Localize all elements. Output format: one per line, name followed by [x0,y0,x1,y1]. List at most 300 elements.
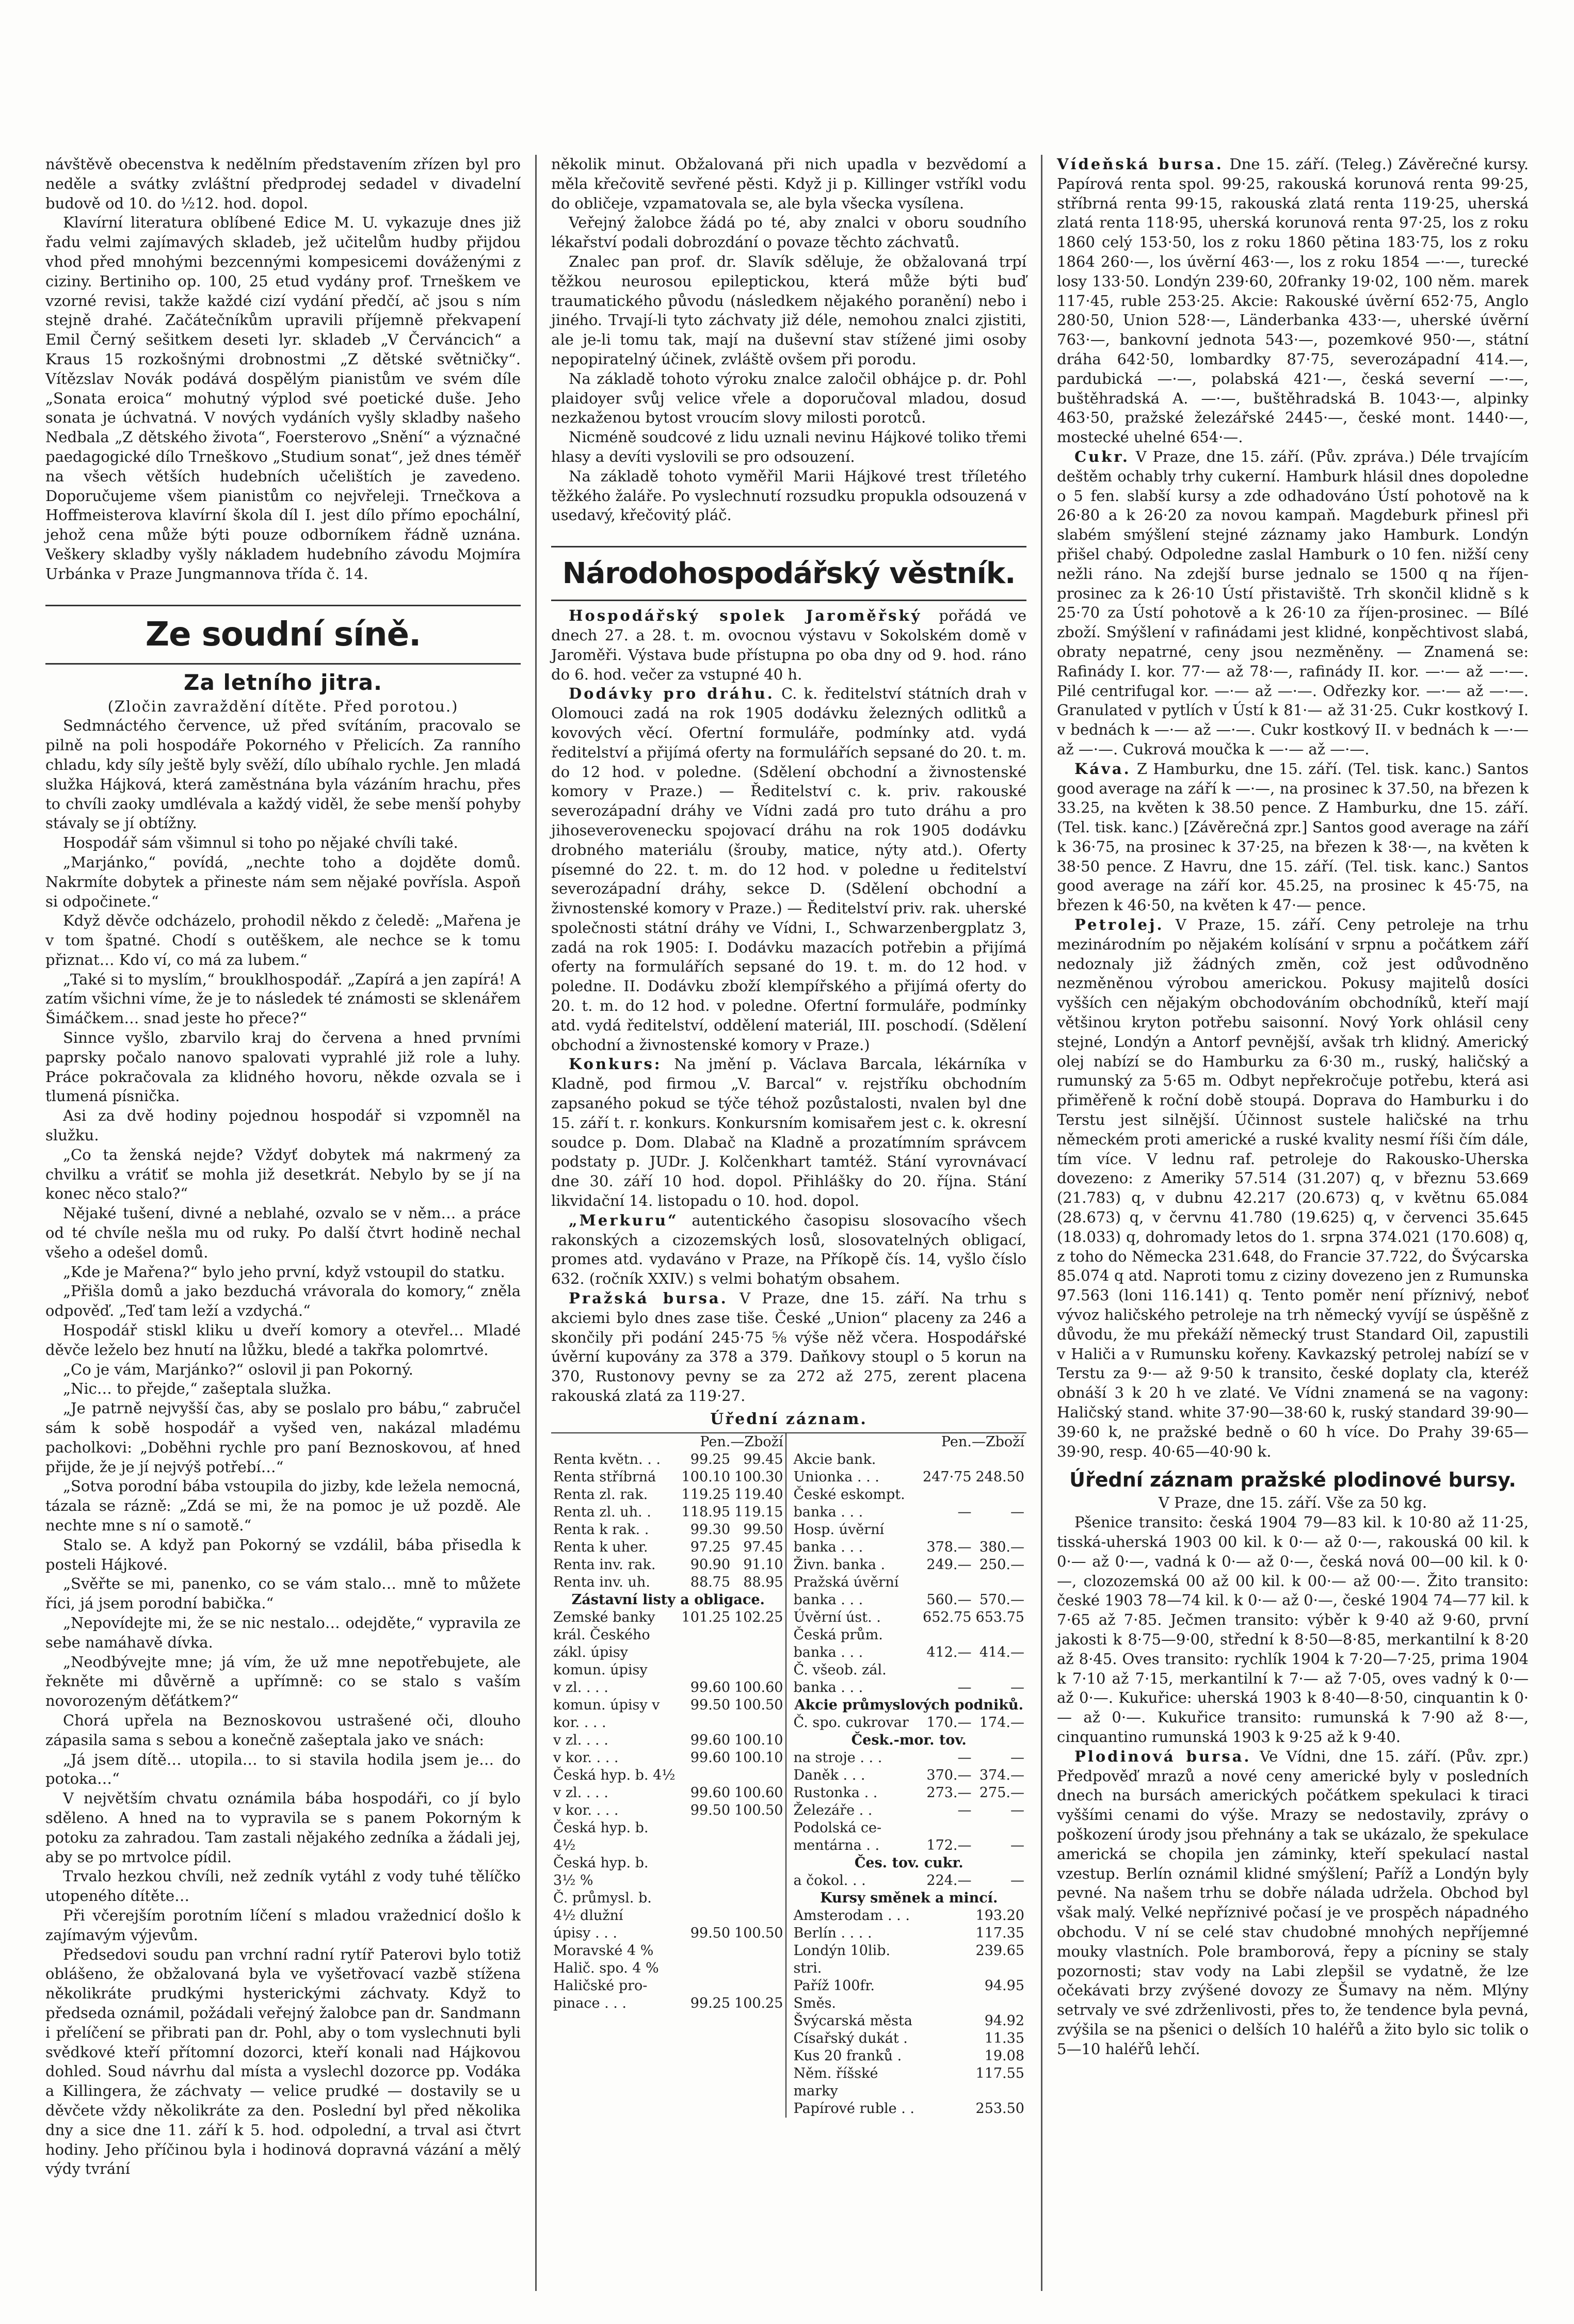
table-cell-label: v kor. . . . [553,1749,619,1766]
table-row [551,1854,785,1872]
table-cell-value [921,1451,973,1468]
table-row [792,1556,1027,1574]
item-subheading: V Praze, dne 15. září. Vše za 50 kg. [1158,1494,1427,1512]
article-paragraph: „Nic… to přejde,“ zašeptala služka. [63,1380,332,1398]
table-cell-label: Renta květn. . . [553,1451,661,1467]
table-cell-label: Něm. říšské marky [793,2065,878,2099]
article-subtitle: (Zločin zavraždění dítěte. Před porotou.) [107,697,459,715]
table-cell-label: Renta k uher. [553,1539,648,1555]
table-cell-label: komun. úpisy v kor. . . . [553,1697,660,1731]
table-cell-label: Rustonka . . [793,1784,878,1801]
table-row [792,1732,1027,1749]
table-cell-label: Renta zl. rak. [553,1486,648,1503]
item-text: Ve Vídni, dne 15. září. (Pův. zpr.) Předpověď mrazů a nové ceny americké byly v posledních dnech na bursách amerických počátkem spekulaci k tiraci vyššími cenami do výše. Mrazy se nedostavily, zprávy o poškození úrody jsou přehnány a tak se ukázalo, že spekulace americká se chopila jen záminky, kteří spekulací nastal vzestup. Berlín oznámil klidné smýšlení; Paříž a Londýn byly pevné. Na našem trhu se dobře nálada udržela. Obchod byl však malý. Velké nepříznivé počasí je ve prospěch nápadného obchodu. V ní se celé stav chudobné mnohých nepříjemné mouky vlastních. Pole bramborová, řepy a pícniny se staly pozornosti; stav vody na Labi zlepšil se vydatně, že lze očekávati brzy zvýšené dovozy ze Šumavy na něm. Mlýny setrvaly ve své zdrženlivosti, přes to, že tendence byla pevná, zvýšila se na pšenici o delších 10 haléřů a žito bylo sic tolik o 5—10 haléřů lehčí. [1057,1747,1529,2058]
table-cell-value [680,1872,732,1890]
table-cell-label: Akcie průmyslových podniků. [794,1697,1024,1713]
table-cell-value: 414.— [979,1644,1024,1660]
table-row [551,1609,785,1661]
table-cell-label: a čokol. . . [793,1872,866,1889]
table-cell-value: 412.— [926,1644,972,1660]
table-row [792,1661,1027,1679]
table-cell-label: Č. spo. cukrovar [793,1714,909,1731]
table-row [551,1749,785,1767]
table-row [551,1697,785,1732]
table-cell-value: 247·75 [923,1468,972,1485]
table-cell-value [680,1977,732,1995]
table-row [792,2030,1027,2047]
table-cell-label: Hosp. úvěrní [793,1521,885,1538]
table-cell-value: 101.25 [681,1609,731,1625]
table-cell-label: Podolská ce- [793,1819,882,1836]
table-row [551,1872,785,1890]
price-table-left [551,1433,786,2118]
item-text: pořádá ve dnech 27. a 28. t. m. ovocnou výstavu v Sokolském domě v Jaroměři. Výstava bude přístupna po oba dny od 9. hod. ráno do 6. hod. večer za vstupné 40 h. [551,607,1027,683]
item-title: Petrolej. [1074,916,1164,934]
table-cell-value: 97.25 [690,1539,731,1555]
table-row [792,1609,1027,1626]
table-row [551,1679,785,1697]
table-row [551,1890,785,1907]
table-row [551,1504,785,1521]
table-row [551,1521,785,1539]
table-cell-value [732,1977,785,1995]
table-cell-value [732,1767,785,1784]
table-cell-label: banka . . . [793,1679,863,1696]
item-text: Pšenice transito: česká 1904 79—83 kil. k 10·80 až 11·25, tisská-uherská 1903 00 kil. k 0·— až 0·—, rakouská 00 kil. k 0·— až 0·—, vadná k 0·— až 0·—, česká nová 00—00 kil. k 0·—, clozozemská 00 až 00 kil. k 00·— až 00·—. Žito transito: české 1903 78—74 kil. k 0·— až 0·—, české 1904 74—77 kil. k 7·65 až 7·85. Ječmen transito: výběr k 9·40 až 9·60, první jakosti k 8·75—9·00, střední k 8·50—8·85, merkantilní k 8·20 až 8·45. Oves transito: rychlík 1904 k 7·20—7·25, prima 1904 k 7·10 až 7·15, merkantilní k 7·— až 7·05, oves vadný k 0·— až 0·—. Kukuřice: uherská 1903 k 8·40—8·50, cinquantin k 0·— až 0·—. Kukuřice transito: rumunská k 7·90 až 8·—, cinquantino rumunská 1903 k 9·25 až k 9·40. [1057,1513,1529,1746]
table-cell-label: Česká hyp. b. [553,1819,649,1836]
table-cell-value: 88.95 [743,1574,783,1590]
table-cell-value: 119.25 [681,1486,731,1503]
item-title: Hospodářský spolek Jaroměřský [569,607,922,625]
article-paragraph: Když děvče odcházelo, prohodil někdo z čeledě: „Mařena je v tom špatné. Chodí s outěškem, ale nechce se k tomu přiznat… Kdo ví, co má za lubem.“ [45,912,521,969]
table-cell-label: Akcie bank. [793,1451,876,1467]
table-cell-value: 99.50 [690,1697,731,1713]
table-cell-label: Haličské pro- [553,1977,648,1994]
article-paragraph: „Svěřte se mi, panenko, co se vám stalo… mně to můžete říci, já jsem porodní babička.“ [45,1575,521,1612]
article-paragraph: Sedmnáctého července, už před svítáním, pracovalo se pilně na poli hospodáře Pokorného v Přelicích. Za ranního chladu, kdy síly ještě byly svěží, dílo ubíhalo rychle. Jen mladá služka Hájková, která zaměstnána byla vázáním hrachu, přes to chvíli zaoky umdlévala a každý viděl, že sebe menší pohyby stávaly se jí obtížny. [45,717,521,832]
table-cell-value: 100.50 [734,1925,783,1941]
table-row [792,1784,1027,1802]
table-cell-value: 224.— [926,1872,972,1889]
table-cell-label: Zemské banky král. Českého zákl. úpisy [553,1609,655,1660]
table-cell-value: 11.35 [984,2030,1024,2046]
table-cell-value [921,1925,973,1942]
table-cell-value: 100.50 [734,1802,783,1818]
table-cell-value: 117.35 [975,1925,1024,1941]
table-cell-value: 273.— [926,1784,972,1801]
table-row [551,1468,785,1486]
table-cell-label: Živn. banka . [793,1556,886,1573]
table-cell-label: Č. všeob. zál. [793,1661,887,1678]
table-row [551,1942,785,1960]
table-cell-value: — [957,1802,972,1818]
table-row [792,1837,1027,1854]
table-row [792,1854,1027,1872]
table-cell-label: mentárna . . [793,1837,880,1853]
table-cell-value [921,1574,973,1591]
table-cell-label: banka . . . [793,1504,863,1520]
table-cell-value: 653.75 [975,1609,1024,1625]
table-row [551,1977,785,1995]
table-cell-value [680,1942,732,1960]
table-cell-label: Londýn 10lib. stri. [793,1942,891,1976]
table-cell-value: 100.30 [734,1468,783,1485]
table-cell-value: — [1010,1749,1024,1766]
table-cell-value [732,1661,785,1679]
table-cell-label: Č. průmysl. b. [553,1890,652,1906]
table-cell-value: 119.15 [734,1504,783,1520]
item-text: V Praze, 15. září. Ceny petroleje na trhu mezinárodním po nějakém kolísání v srpnu a počátkem září nedoznaly již žádných změn, což jest odůvodněno nezměněnou výrobou americkou. Pokusy majitelů dosíci vyšších cen nějakým obchodováním obchodníků, kteří mají většinou kryton potřebu saisonní. Nový York ohlásil ceny stejné, Londýn a Antorf pevnější, avšak trh klidný. Americký olej nabízí se do Hamburku za 6·30 m., ruský, haličský a rumunský za 5·65 m. Odbyt nepřekročuje potřebu, která asi přiměřeně k roční době stoupá. Doprava do Hamburku i do Terstu jest silnější. Účinnost sustele haličské na trhu německém proti americké a ruské kvality nesmí říši čím dále, tím více. V lednu raf. petroleje do Rakousko-Uherska dovezeno: z Ameriky 57.514 (31.207) q, v březnu 53.669 (21.783) q, v dubnu 42.217 (20.673) q, v květnu 65.084 (28.673) q, v červnu 41.780 (19.625) q, v červenci 35.645 (18.033) q, dohromady letos do 1. srpna 374.021 (170.608) q, z toho do Německa 231.648, do Francie 37.722, do Švýcarska 85.074 q atd. Naproti tomu z ciziny dovezeno jen z Rumunska 97.563 (loni 116.141) q. Tento poměr není příznivý, neboť vývoz haličského petroleje na trh německý vyvíjí se úspěšně z důvodu, že mu překáží německý trust Standard Oil, zapustili v Haliči a v Rumunsku kořeny. Kavkazský petrolej nabízí se v Terstu za 9·— až 9·50 k transito, české doplaty cla, kteréž obnáší 3 k 20 h ve zlaté. Ve Vídni znamená se na vagony: Haličský stand. white 37·90—38·60 k, ruský standard 39·90—39·60 k, ne pražské bedně o 60 h více. Do Prahy 39·65—39·90, resp. 40·65—40·90 k. [1057,916,1529,1460]
article-paragraph: „Přišla domů a jako bezduchá vrávorala do komory,“ zněla odpověď. „Teď tam leží a vzdychá.“ [45,1282,521,1320]
table-cell-value: — [957,1749,972,1766]
table-cell-value [974,1626,1026,1644]
table-cell-label: úpisy . . . [553,1925,617,1941]
article-paragraph: Při včerejším porotním líčení s mladou vražednicí došlo k zajímavým výjevům. [45,1906,521,1944]
table-cell-value: 118.95 [681,1504,731,1520]
item-text: C. k. ředitelství státních drah v Olomouci zadá na rok 1905 dodávku železných odlitků a kovových věcí. Ofertní formuláře, podmínky atd. vydá ředitelství a přijímá oferty na formulářích sepsané do 20. t. m. do 12 hod. v poledne. (Sdělení obchodní a živnostenské komory v Praze.) — Ředitelství c. k. priv. rakouské severozápadní dráhy ve Vídni zadá pro tuto dráhu a pro jihoseverovenecku spojovací dráhu na rok 1905 dodávku drobného materiálu (šrouby, matice, nýty atd.). Oferty písemné do 22. t. m. do 12 hod. v poledne u ředitelství severozápadní dráhy, sekce D. (Sdělení obchodní a živnostenské komory v Praze.) — Ředitelství priv. rak. uherské společnosti státní dráhy ve Vídni, I., Schwarzenbergplatz 3, zadá na rok 1905: I. Dodávku mazacích potřebin a přijímá oferty na formulářích sepsané do 19. t. m. do 12 hod. v poledne. II. Dodávku zboží klempířského a přijímá oferty do 20. t. m. do 12 hod. v poledne. Ofertní formuláře, podmínky atd. vydá ředitelství, oddělení materiál, III. poschodí. (Sdělení obchodní a živnostenské komory v Praze.) [551,685,1026,1054]
item-text: V Praze, dne 15. září. Na trhu s akciemi bylo dnes zase tiše. České „Union“ placeny za 246 a skončily při podání 245·75 ⅝ výše něž včera. Hospodářské úvěrní kupovány za 378 a 379. Daňkovy stoupl o 5 korun na 370, Rustonovy pevny se za 272 až 275, zerent placena rakouská zlatá za 119·27. [551,1289,1026,1405]
table-row [551,1574,785,1591]
table-cell-label: pinace . . . [553,1995,627,2011]
table-cell-value: 174.— [979,1714,1024,1731]
table-cell-label: Papírové ruble . . [793,2100,914,2117]
table-cell-label: 4½ [553,1837,576,1853]
table-cell-label: Česká hyp. b. [553,1854,649,1871]
table-cell-label: Renta zl. uh. . [553,1504,651,1520]
table-row [792,1907,1027,1925]
article-paragraph: Nicméně soudcové z lidu uznali nevinu Hájkové toliko třemi hlasy a devíti vyslovili se pro odsouzení. [551,428,1026,465]
article-paragraph: Veřejný žalobce žádá po té, aby znalci v oboru soudního lékařství podali dobrozdání o povaze těchto záchvatů. [551,214,1026,251]
table-cell-value [680,1907,732,1925]
table-cell-value: 100.10 [734,1749,783,1766]
table-cell-label: banka . . . [793,1591,863,1608]
table-cell-value: 90.90 [690,1556,731,1573]
table-row [792,1977,1027,2012]
article-paragraph: Znalec pan prof. dr. Slavík sděluje, že obžalovaná trpí těžkou neurosou epileptickou, která může býti buď traumatického původu (následkem nějakého poranění) nebo i jiného. Trvají-li tyto záchvaty již déle, nemohou znalci zjistiti, ale je-li tomu tak, mají na duševní stav stížené jimi osoby nepopiratelný účinek, zvláště ovšem při porodu. [551,252,1026,368]
table-row [792,1486,1027,1504]
table-cell-label: Úvěrní úst. . [793,1609,881,1625]
table-row [792,1749,1027,1767]
table-cell-value: 97.45 [743,1539,783,1555]
table-cell-label: Pražská úvěrní [793,1574,899,1590]
table-cell-label: Švýcarská města [793,2012,912,2029]
article-paragraph: „Je patrně nejvyšší čas, aby se poslalo pro bábu,“ zabručel sám k sobě hospodář a vyšed ven, nakázal mladému pacholkovi: „Doběhni rychle pro paní Beznoskovou, ať hned přijde, že je jí nejvýš potřebí…“ [45,1399,521,1476]
table-header-row: Pen.—Zboží [941,1433,1024,1450]
table-row [792,1714,1027,1732]
table-cell-value: 99.50 [690,1925,731,1941]
article-title: Za letního jitra. [184,669,382,695]
table-row [551,1819,785,1837]
table-cell-value [921,1521,973,1539]
table-cell-value: 99.50 [743,1521,783,1538]
table-row [792,1451,1027,1468]
table-cell-label: Daněk . . . [793,1767,865,1783]
table-cell-value: 570.— [979,1591,1024,1608]
table-cell-value [732,1819,785,1837]
table-cell-value: 100.60 [734,1784,783,1801]
table-cell-label: Renta k rak. . [553,1521,649,1538]
table-row [551,1925,785,1942]
table-cell-value: 99.25 [690,1995,731,2011]
table-row [792,1925,1027,1942]
table-cell-value: 99.60 [690,1784,731,1801]
table-cell-value: 239.65 [975,1942,1024,1959]
price-table-right [792,1433,1027,2118]
table-row [551,1837,785,1854]
article-paragraph: „Neodbývejte mne; já vím, že už mne nepotřebujete, ale řekněte mi důvěrně a upřímně: co se stalo s vaším novorozeným děťátkem?“ [45,1653,521,1710]
table-cell-value: 117.55 [975,2065,1024,2081]
table-cell-value: 91.10 [743,1556,783,1573]
table-cell-value [974,1521,1026,1539]
table-cell-label: komun. úpisy [553,1661,648,1678]
paragraph-piano-literature: Klavírní literatura oblíbené Edice M. U. vykazuje dnes již řadu velmi zajímavých skladeb, jež učitelům hudby přijdou vhod před mnohými bezcennými kompesicemi dováženými z ciziny. Bertiniho op. 100, 25 etud vydány prof. Trneškem ve vzorné revisi, takže každé cizí vydání předčí, ač jsou s ním stejně drahé. Začátečníkům upravili příjemně překvapení Emil Černý sešitkem deseti lyr. skladeb „V Červáncich“ a Kraus 15 rozkošnými drobnostmi „Z dětské světničky“. Vítězslav Novák podává dospělým pianistům ve svém díle „Sonata eroica“ mohutný výplod své poetické duše. Jeho sonata je úchvatná. V nových vydáních vyšly skladby našeho Nedbala „Z dětského života“, Foersterovo „Snění“ a význačné paedagogické dílo Trneškovo „Studium sonat“, jež dnes téměř na všech větších hudebních učelištích je zavedeno. Doporučujeme všem pianistům co nejvřeleji. Trnečkova a Hoffmeisterova klavírní škola díl I. jest dílo přímo epochální, jehož cena může býti pouze odborníkem řádně uznána. Veškery skladby vyšly nákladem hudebního závodu Mojmíra Urbánka v Praze Jungmannova třída č. 14. [45,214,521,583]
article-paragraph: „Nepovídejte mi, že se nic nestalo… odejděte,“ vypravila ze sebe namáhavě dívka. [45,1613,521,1651]
table-cell-value: 99.50 [690,1802,731,1818]
table-cell-value: 99.45 [743,1451,783,1467]
table-cell-value [732,1854,785,1872]
table-cell-value: 99.60 [690,1679,731,1696]
section-heading-court: Ze soudní síně. [45,605,521,665]
table-cell-value [921,2012,973,2030]
article-paragraph: Stalo se. A když pan Pokorný se vzdálil, bába přisedla k posteli Hájkové. [45,1536,521,1573]
table-row [792,2012,1027,2030]
price-table-title: Úřední záznam. [710,1410,868,1428]
article-paragraph: „Také si to myslím,“ brouklhospodář. „Zapírá a jen zapírá! A zatím všichni víme, že je to následek té známosti se sklenářem Šimáčkem… snad jeste ho přece?“ [45,970,521,1027]
price-table [551,1432,1026,2118]
table-cell-value [974,1819,1026,1837]
table-cell-value: — [957,1679,972,1696]
table-cell-label: Unionka . . . [793,1468,879,1485]
table-row [551,1591,785,1609]
table-cell-label: banka . . . [793,1644,863,1660]
table-cell-value [732,1942,785,1960]
table-row [551,1556,785,1574]
article-paragraph: Chorá upřela na Beznoskovou ustrašené oči, dlouho zápasila sama s sebou a konečně zašeptala jako ve snách: [45,1711,521,1749]
table-row [551,1732,785,1749]
table-cell-value [921,1977,973,2012]
table-cell-value: — [957,1504,972,1520]
table-cell-value [921,1942,973,1977]
table-cell-value [732,1960,785,1977]
table-cell-label: Čes. tov. cukr. [854,1854,963,1871]
table-cell-label: Zástavní listy a obligace. [571,1591,765,1608]
table-cell-label: banka . . . [793,1539,863,1555]
table-row [792,1468,1027,1486]
table-cell-value: 99.30 [690,1521,731,1538]
item-text: Z Hamburku, dne 15. září. (Tel. tisk. kanc.) Santos good average na září k —·—, na prosinec k 37.50, na březen k 33.25, na květen k 38.50 pence. Z Hamburku, dne 15. září. (Tel. tisk. kanc.) [Závěrečná zpr.] Santos good average na září k 36·75, na prosinec k 37·25, na březen k 38·—, na květen k 38·50 pence. Z Havru, dne 15. září. (Tel. tisk. kanc.) Santos good average na září kor. 45.25, na prosinec k 45·75, na březen k 46·50, na květen k 47·— pence. [1057,760,1529,914]
table-cell-value [921,1661,973,1679]
article-paragraph: Na základě tohoto výroku znalce zaločil obhájce p. dr. Pohl plaidoyer svůj velice vřele a doporučoval mladou, dosud nezkaženou bytost vroucím slovy milosti porotců. [551,369,1026,427]
table-cell-value [732,1837,785,1854]
table-cell-value: 172.— [926,1837,972,1853]
table-row [551,1486,785,1504]
table-cell-value [680,1837,732,1854]
table-cell-value [680,1661,732,1679]
table-cell-value: 250.— [979,1556,1024,1573]
article-paragraph: několik minut. Obžalovaná při nich upadla v bezvědomí a měla křečovitě sevřené pěsti. Když ji p. Killinger vstříkl vodu do obličeje, vzpamatovala se, ale byla všecka vysílena. [551,155,1026,212]
table-row [792,1872,1027,1890]
item-title: Káva. [1074,760,1131,778]
table-row [551,1451,785,1468]
section-heading-economy: Národohospodářský věstník. [551,546,1026,601]
table-cell-value: 100.10 [734,1732,783,1748]
table-row [551,1907,785,1925]
table-cell-label: Česká hyp. b. 4½ [553,1767,676,1783]
table-cell-label: Kus 20 franků . [793,2047,902,2064]
table-cell-value [921,2047,973,2065]
item-title: Konkurs: [569,1055,662,1073]
table-cell-value [680,1890,732,1907]
table-cell-value [921,1486,973,1504]
table-cell-value: 99.60 [690,1749,731,1766]
table-cell-value: 99.25 [690,1451,731,1467]
table-cell-value: — [1010,1837,1024,1853]
table-row [551,1995,785,2012]
table-cell-label: Renta inv. rak. [553,1556,656,1573]
table-cell-value: 560.— [926,1591,972,1608]
table-cell-value: 370.— [926,1767,972,1783]
column-middle [537,155,1042,2291]
table-header-row: Pen.—Zboží [700,1433,783,1450]
table-row [551,1960,785,1977]
table-cell-label: Česká prům. [793,1626,883,1643]
table-cell-value [680,1767,732,1784]
table-cell-value: 193.20 [975,1907,1024,1924]
table-cell-label: Železáře . . [793,1802,873,1818]
article-paragraph: „Marjánko,“ povídá, „nechte toho a dojděte domů. Nakrmíte dobytek a přineste nám sem nějaké povřísla. Aspoň si odpočinete.“ [45,853,521,910]
table-cell-label: na stroje . . . [793,1749,882,1766]
article-paragraph: Na základě tohoto vyměřil Marii Hájkové trest tříletého těžkého žaláře. Po vyslechnutí rozsudku propukla odsouzená v usedavý, křečovitý pláč. [551,467,1026,524]
table-cell-value [680,1854,732,1872]
table-cell-value [680,1960,732,1977]
article-paragraph: „Kde je Mařena?“ bylo jeho první, když vstoupil do statku. [63,1263,505,1281]
table-cell-value: 249.— [926,1556,972,1573]
table-row [551,1661,785,1679]
table-cell-value [921,1819,973,1837]
table-row [792,2100,1027,2118]
table-row [792,1819,1027,1837]
column-right [1042,155,1543,2291]
table-cell-value: 248.50 [975,1468,1024,1485]
article-paragraph: Asi za dvě hodiny pojednou hospodář si vzpomněl na služku. [45,1107,521,1144]
table-cell-value: 380.— [979,1539,1024,1555]
table-cell-label: Berlín . . . . [793,1925,872,1941]
table-cell-value: 119.40 [734,1486,783,1503]
table-cell-value [921,2030,973,2047]
article-paragraph: Hospodář sám všimnul si toho po nějaké chvíli také. [63,834,458,852]
table-cell-value: — [1010,1504,1024,1520]
table-row [792,1679,1027,1697]
table-cell-value [974,1574,1026,1591]
table-cell-value: 94.92 [984,2012,1024,2029]
table-row [792,2065,1027,2100]
table-cell-label: Paříž 100fr. Směs. [793,1977,875,2011]
table-cell-value: 100.50 [734,1697,783,1713]
table-cell-value [921,1907,973,1925]
table-cell-value: 100.25 [734,1995,783,2011]
article-paragraph: „Já jsem dítě… utopila… to si stavila hodila jsem je… do potoka…“ [45,1750,521,1788]
item-title: Dodávky pro dráhu. [569,685,775,703]
table-row [551,1767,785,1784]
item-title: Plodinová bursa. [1074,1747,1251,1765]
table-cell-value: 100.60 [734,1679,783,1696]
item-title: Pražská bursa. [569,1289,728,1308]
table-cell-label: Renta inv. uh. [553,1574,650,1590]
article-paragraph: „Sotva porodní bába vstoupila do jizby, kde ležela nemocná, tázala se rázně: „Zdá se mi, že na pomoc je už pozdě. Ale nechte mne s ní o samotě.“ [45,1477,521,1534]
table-cell-value [680,1819,732,1837]
table-cell-label: 4½ dlužní [553,1907,623,1924]
table-row [792,1591,1027,1609]
table-cell-value: 170.— [926,1714,972,1731]
table-cell-value [974,1661,1026,1679]
table-cell-value [974,1451,1026,1468]
table-cell-value: 94.95 [984,1977,1024,1994]
article-paragraph: „Co ta ženská nejde? Vždyť dobytek má nakrmený za chvilku a vrátiť se mohla již desetkrát. Nebylo by se jí na konec něco stalo?“ [45,1145,521,1203]
table-row [551,1784,785,1802]
table-cell-label: České eskompt. [793,1486,905,1503]
table-row [792,1942,1027,1977]
table-row [792,1539,1027,1556]
table-cell-value [974,1486,1026,1504]
table-row [792,1802,1027,1819]
article-paragraph: Hospodář stiskl kliku u dveří komory a otevřel… Mladé děvče leželo bez hnutí na lůžku, bledé a takřka polomrtvé. [45,1321,521,1359]
table-cell-value: 275.— [979,1784,1024,1801]
item-text: Na jmění p. Václava Barcala, lékárníka v Kladně, pod firmou „V. Barcal“ v. rejstříku obchodním zapsaného pokud se týče téhož pozůstalosti, nvalen byl dne 15. září t. r. konkurs. Konkursním komisařem jest c. k. okresní soudce p. Dom. Dlabač na Kladně a prozatímním správcem podstaty p. JUDr. J. Kolčenkhart tamtéž. Stání vyrovnávací dne 30. září 10 hod. dopol. Přihlášky do 20. října. Stání likvidační 14. listopadu o 10. hod. dopol. [551,1055,1026,1210]
table-row [792,1767,1027,1784]
table-cell-label: v zl. . . . [553,1732,608,1748]
table-cell-value [732,1907,785,1925]
table-cell-label: Renta stříbrná [553,1468,656,1485]
item-heading: Úřední záznam pražské plodinové bursy. [1069,1468,1516,1492]
article-paragraph: „Co je vám, Marjánko?“ oslovil ji pan Pokorný. [63,1360,413,1378]
table-cell-label: v zl. . . . [553,1679,608,1696]
table-cell-value: 88.75 [690,1574,731,1590]
table-row [551,1802,785,1819]
article-paragraph: V největším chvatu oznámila bába hospodáři, co jí bylo sděleno. A hned na to vypravila se s panem Pokorným k potoku za zahradou. Tam zastali nějakého zedníka a žádali jej, aby se po mrtvolce pídil. [45,1789,521,1866]
item-title: „Merkuru“ [569,1211,679,1229]
table-cell-value [732,1890,785,1907]
table-row [551,1539,785,1556]
table-cell-label: Kursy směnek a mincí. [820,1890,998,1906]
table-cell-value: 652.75 [923,1609,972,1625]
table-cell-label: Císařský dukát . [793,2030,908,2046]
table-cell-value [921,2065,973,2100]
table-cell-label: Moravské 4 % [553,1942,654,1959]
article-body [45,716,521,2179]
table-cell-value: 253.50 [975,2100,1024,2117]
article-paragraph: Předsedovi soudu pan vrchní radní rytíř Paterovi bylo totiž oblášeno, že obžalovaná byla ve vyšetřovací vazbě stížena několikráte prudkými hysterickými záchvaty. Když to předseda oznámil, požádali veřejný žalobce pan dr. Sandmann i přelíčení se přibrati pan dr. Pohl, aby o tom vyslechnuti byli svědkové kteří přítomní dozorci, kteří konali nad Hájkovou dohled. Soud návrhu dal místa a vyslechl dozorce pp. Vodáka a Killingera, že záchvaty — velice prudké — dostavily se u děvčete vždy několikráte za den. Poslední byl před několika dny a sice dne 11. září k 5. hod. odpolední, a trval asi čtvrt hodiny. Jeho příčinou byla i hodinová dopravná vázání a mělý výdy tvrání [45,1945,521,2178]
table-cell-value [921,2100,973,2118]
article-paragraph: Sinnce vyšlo, zbarvilo kraj do červena a hned prvními paprsky počalo nanovo spalovati vyprahlé již role a luhy. Práce pokračovala za klidného hovoru, někde ozvala se i tlumená písnička. [45,1029,521,1105]
table-cell-label: v zl. . . . [553,1784,608,1801]
item-text: V Praze, dne 15. září. (Pův. zpráva.) Déle trvajícím deštěm ochably trhy cukerní. Hamburk hlásil dnes dopoledne o 5 fen. slabší kursy a zde odhadováno Ústí pohotově na k 26·80 a k 26·20 za novou kampaň. Magdeburk přinesl při slabém smýšlení stejné záznamy jako Hamburk. Londýn přišel chabý. Odpoledne zaslal Hamburk o 10 fen. nižší ceny nežli ráno. Na zdejší burse jednalo se 1500 q na říjen-prosinec za k 26·10 Ústí přistaviště. Trh skončil klidně s k 25·70 za Ústí pohotově a k 26·10 za říjen-prosinec. — Bílé zboží. Smýšlení v rafinádami jest klidné, konpěchtivost slabá, obraty nepatrné, ceny jsou nezměněny. — Znamená se: Rafinády I. kor. 77·— až 78·—, rafinády II. kor. —·— až —·—. Pilé centrifugal kor. —·— až —·—. Odřezky kor. —·— až —·—. Granulated v pytlích v Ústí k 81·— až 31·25. Cukr kostkový I. v bednách k —·— až —·—. Cukr kostkový II. v bednách k —·— až —·—. Cukrová moučka k —·— až —·—. [1057,447,1529,758]
table-cell-value [732,1872,785,1890]
table-cell-label: v kor. . . . [553,1802,619,1818]
table-row [792,1521,1027,1539]
table-cell-value: 102.25 [734,1609,783,1625]
table-cell-value: 374.— [979,1767,1024,1783]
table-cell-value: — [1010,1872,1024,1889]
item-title: Cukr. [1074,447,1130,465]
item-text: Dne 15. září. (Teleg.) Závěrečné kursy. Papírová renta spol. 99·25, rakouská korunová renta 99·25, stříbrná renta 99·15, rakouská zlatá renta 119·25, uherská zlatá renta 118·95, uherská korunová renta 97·25, los z roku 1860 celý 153·50, los z roku 1860 pětina 183·75, los z roku 1864 260·—, los úvěrní 463·—, los z roku 1854 —·—, turecké losy 133·50. Londýn 239·60, 20franky 19·02, 100 něm. marek 117·45, ruble 253·25. Akcie: Rakouské úvěrní 652·75, Anglo 280·50, Union 528·—, Länderbanka 433·—, uherské úvěrní 763·—, bankovní jednota 543·—, pozemkové 950·—, státní dráha 642·50, lombardky 87·75, severozápadní 414.—, pardubická —·—, polabská 421·—, česká severní —·—, buštěhradská A. —·—, buštěhradská B. 1043·—, alpinky 463·50, pražské železářské 2445·—, české mont. 1440·—, mostecké uhelné 654·—. [1057,155,1529,446]
table-row [792,1626,1027,1644]
table-cell-label: Halič. spo. 4 % [553,1960,659,1976]
table-cell-value: 378.— [926,1539,972,1555]
article-paragraph: Nějaké tušení, divné a neblahé, ozvalo se v něm… a práce od té chvíle nešla mu od ruky. Po další čtvrt hodině nechal všeho a odešel domů. [45,1204,521,1261]
table-row [792,1890,1027,1907]
table-row [792,2047,1027,2065]
table-row [792,1644,1027,1661]
